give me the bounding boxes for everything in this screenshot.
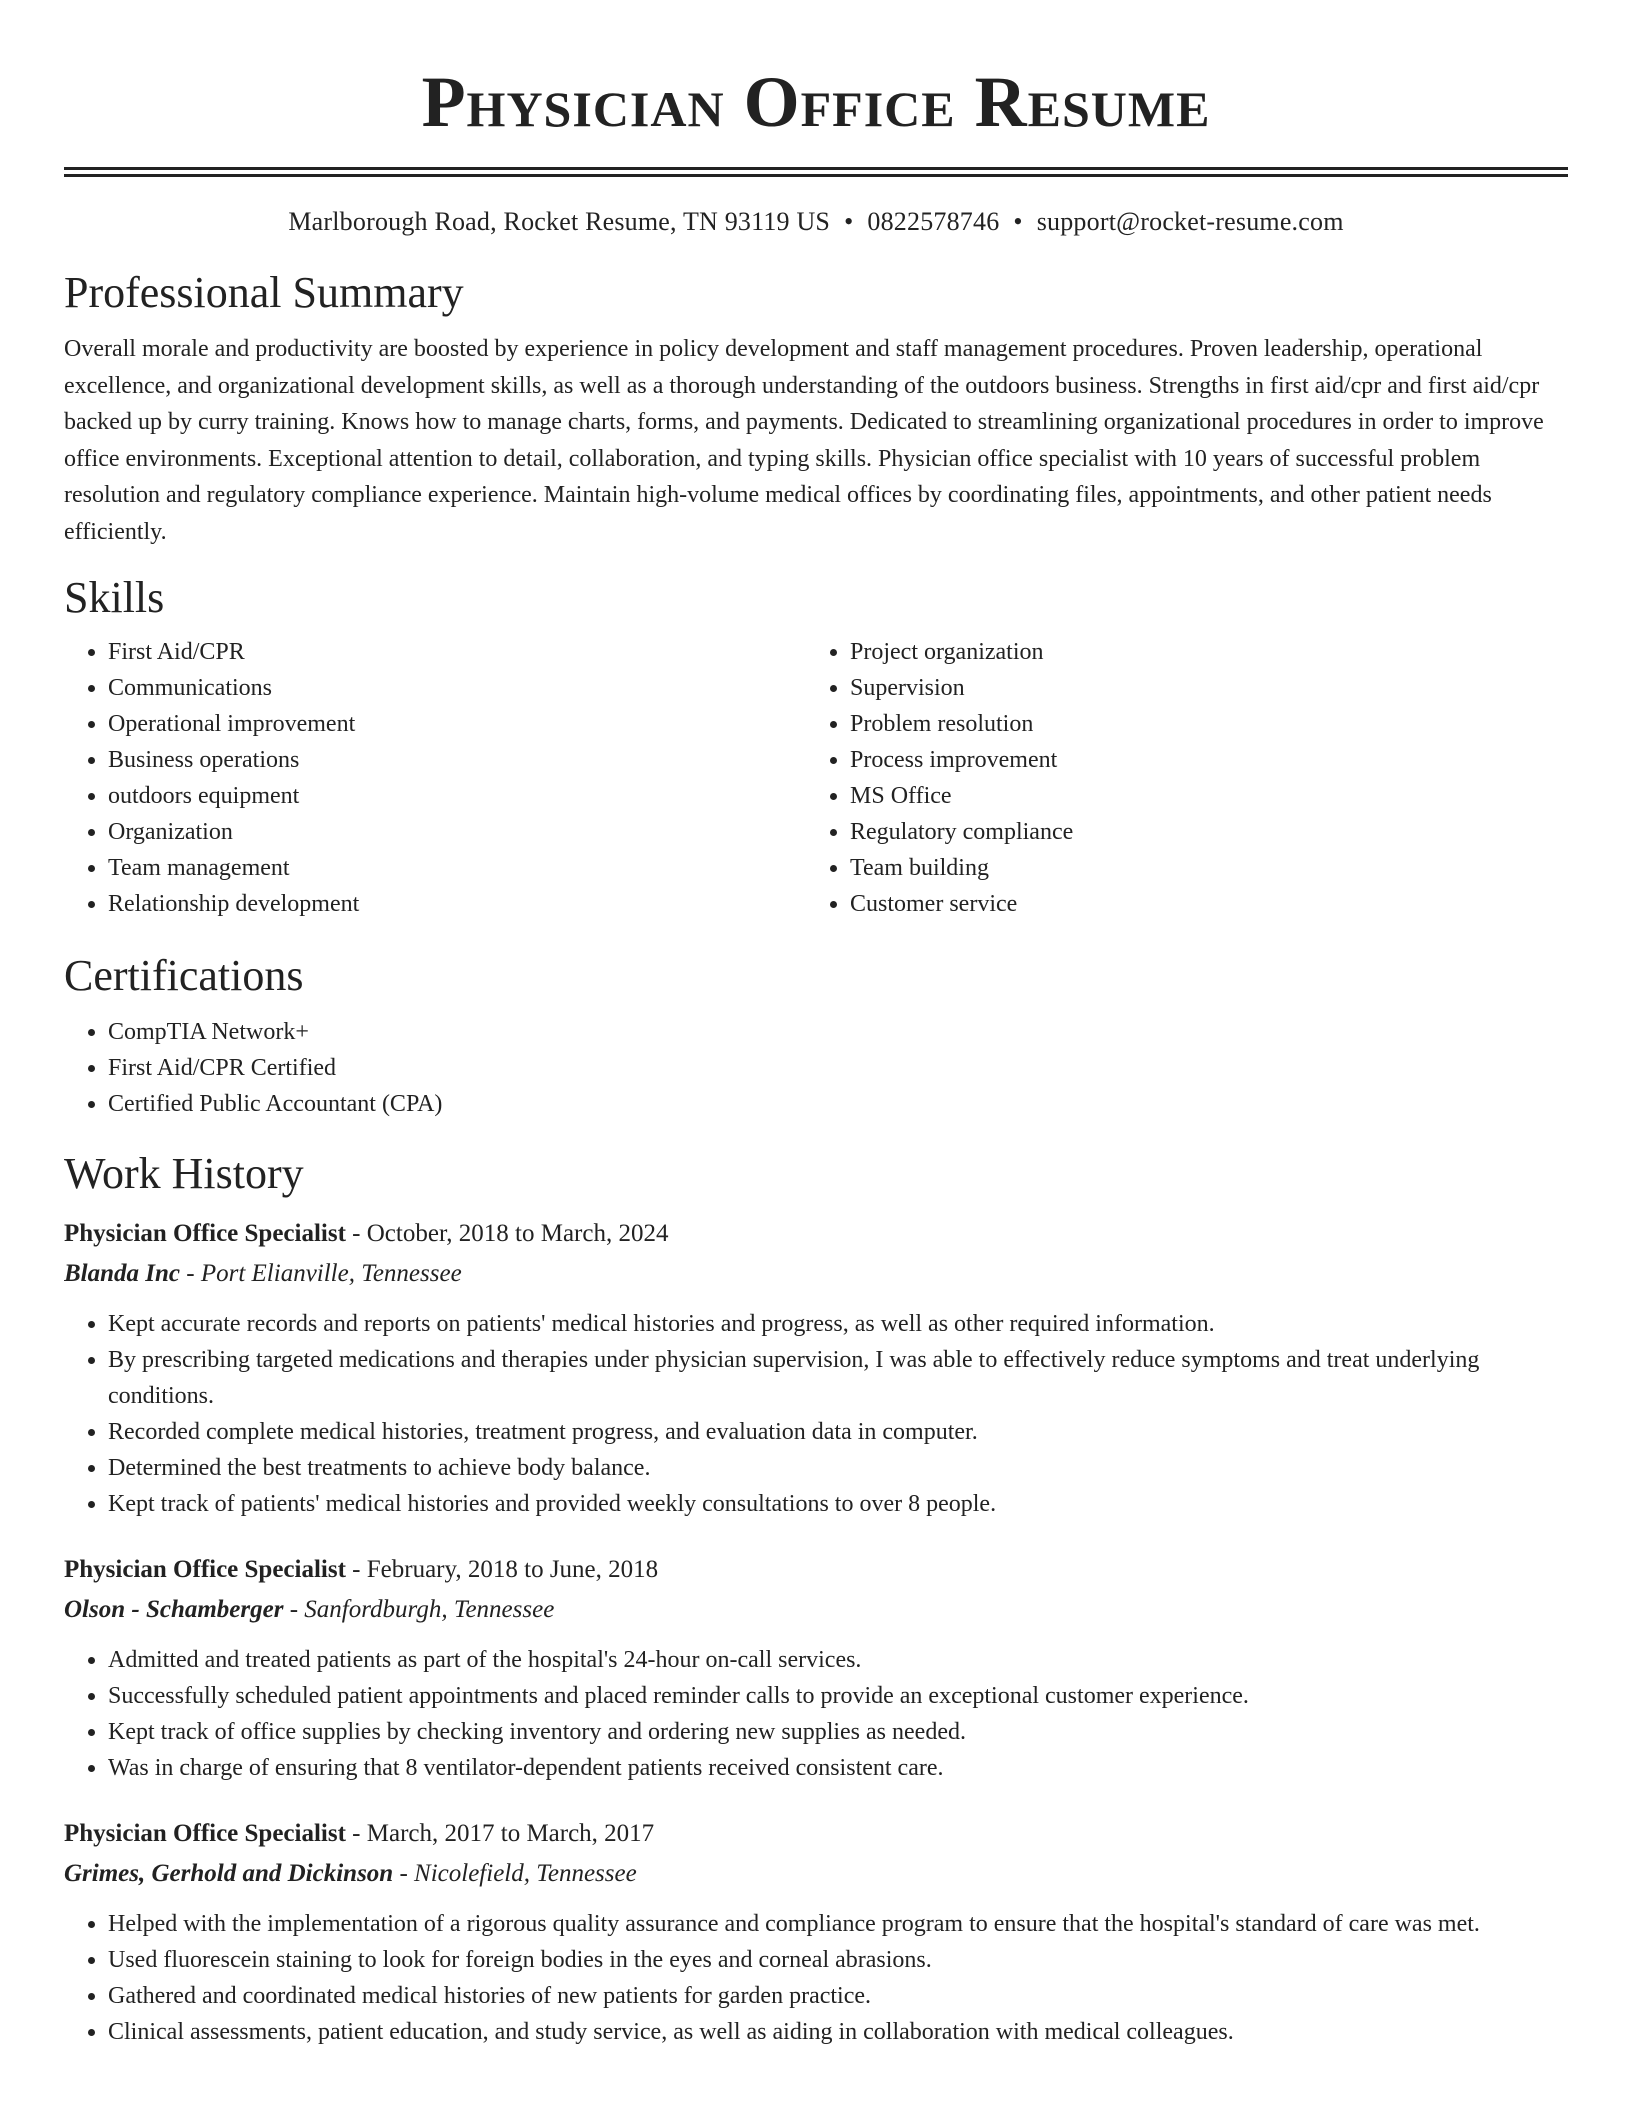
job-bullet: • Gathered and coordinated medical histories of new patients for garden practice. — [108, 1978, 1568, 2014]
job-bullet: • Used fluorescein staining to look for foreign bodies in the eyes and corneal abrasions. — [108, 1942, 1568, 1978]
skills-column-left — [64, 634, 806, 922]
job-title: Physician Office Specialist — [64, 1556, 346, 1583]
skills-column-right — [806, 634, 1548, 922]
contact-phone: 0822578746 — [867, 207, 1000, 236]
certifications-list — [64, 1014, 1568, 1122]
job-bullet: • Clinical assessments, patient education, and study service, as well as aiding in collaboration with medical colleagues. — [108, 2014, 1568, 2050]
job-title: Physician Office Specialist — [64, 1220, 346, 1247]
job-bullet-list — [64, 1642, 1568, 1786]
skill-item: • First Aid/CPR — [108, 634, 806, 670]
job-bullet-list — [64, 1306, 1568, 1522]
skill-item: • Customer service — [850, 886, 1548, 922]
contact-line — [64, 205, 1568, 239]
job-entry — [64, 1814, 1568, 2050]
skill-item: • Relationship development — [108, 886, 806, 922]
contact-address: Marlborough Road, Rocket Resume, TN 93119 US — [288, 207, 831, 236]
resume-title: Physician Office Resume — [421, 62, 1211, 142]
skills-heading: Skills — [64, 573, 165, 622]
skills-list-right — [806, 634, 1548, 922]
job-title-line — [64, 1214, 1568, 1254]
skill-item: • Business operations — [108, 742, 806, 778]
skill-item: • Project organization — [850, 634, 1548, 670]
job-dates: - February, 2018 to June, 2018 — [345, 1556, 659, 1583]
job-dates: - October, 2018 to March, 2024 — [345, 1220, 669, 1247]
certification-item: • CompTIA Network+ — [108, 1014, 1568, 1050]
job-entry — [64, 1214, 1568, 1522]
resume-page — [64, 0, 1568, 2112]
job-bullet-list — [64, 1906, 1568, 2050]
skill-item: • Team management — [108, 850, 806, 886]
job-bullet: • Kept accurate records and reports on patients' medical histories and progress, as well as other required information. — [108, 1306, 1568, 1342]
skill-item: • Regulatory compliance — [850, 814, 1548, 850]
job-company: Olson - Schamberger — [64, 1596, 284, 1623]
job-location: - Sanfordburgh, Tennessee — [283, 1596, 555, 1623]
work-history-heading: Work History — [64, 1149, 304, 1198]
title-divider-top — [64, 167, 1568, 170]
job-bullet: • Recorded complete medical histories, treatment progress, and evaluation data in computer. — [108, 1414, 1568, 1450]
job-location: - Nicolefield, Tennessee — [393, 1860, 637, 1887]
skill-item: • Communications — [108, 670, 806, 706]
skill-item: • outdoors equipment — [108, 778, 806, 814]
summary-heading: Professional Summary — [64, 268, 464, 317]
skill-item: • Team building — [850, 850, 1548, 886]
contact-email[interactable]: support@rocket-resume.com — [1036, 207, 1344, 236]
job-bullet: • Successfully scheduled patient appointments and placed reminder calls to provide an exceptional customer experience. — [108, 1678, 1568, 1714]
job-bullet: • Admitted and treated patients as part of the hospital's 24-hour on-call services. — [108, 1642, 1568, 1678]
skill-item: • Operational improvement — [108, 706, 806, 742]
job-entry — [64, 1550, 1568, 1786]
job-bullet: • Kept track of patients' medical histories and provided weekly consultations to over 8 people. — [108, 1486, 1568, 1522]
certification-item: • First Aid/CPR Certified — [108, 1050, 1568, 1086]
job-bullet: • Kept track of office supplies by checking inventory and ordering new supplies as needed. — [108, 1714, 1568, 1750]
skill-item: • MS Office — [850, 778, 1548, 814]
certifications-heading: Certifications — [64, 951, 304, 1000]
job-bullet: • Was in charge of ensuring that 8 ventilator-dependent patients received consistent care. — [108, 1750, 1568, 1786]
job-company-line — [64, 1254, 1568, 1294]
skill-item: • Organization — [108, 814, 806, 850]
skill-item: • Problem resolution — [850, 706, 1548, 742]
skills-columns — [64, 634, 1568, 922]
job-dates: - March, 2017 to March, 2017 — [345, 1820, 655, 1847]
contact-separator: • — [1013, 207, 1023, 236]
job-location: - Port Elianville, Tennessee — [180, 1260, 462, 1287]
certification-item: • Certified Public Accountant (CPA) — [108, 1086, 1568, 1122]
job-bullet: • Determined the best treatments to achieve body balance. — [108, 1450, 1568, 1486]
contact-separator: • — [844, 207, 854, 236]
skills-list-left — [64, 634, 806, 922]
skill-item: • Supervision — [850, 670, 1548, 706]
job-bullet: • Helped with the implementation of a rigorous quality assurance and compliance program to ensure that the hospital's standard of care was met. — [108, 1906, 1568, 1942]
job-title-line — [64, 1550, 1568, 1590]
job-title-line — [64, 1814, 1568, 1854]
job-title: Physician Office Specialist — [64, 1820, 346, 1847]
job-company: Blanda Inc — [64, 1260, 181, 1287]
skill-item: • Process improvement — [850, 742, 1548, 778]
job-company-line — [64, 1590, 1568, 1630]
job-company: Grimes, Gerhold and Dickinson — [64, 1860, 394, 1887]
title-divider-bottom — [64, 174, 1568, 177]
job-bullet: • By prescribing targeted medications and therapies under physician supervision, I was able to effectively reduce symptoms and treat underlying conditions. — [108, 1342, 1568, 1414]
job-company-line — [64, 1854, 1568, 1894]
summary-text: Overall morale and productivity are boosted by experience in policy development and staff management procedures. Proven leadership, operational excellence, and organizational development skills, as well as a thorough understanding of the outdoors business. Strengths in first aid/cpr and first aid/cpr backed up by curry training. Knows how to manage charts, forms, and payments. Dedicated to streamlining organizational procedures in order to improve office environments. Exceptional attention to detail, collaboration, and typing skills. Physician office specialist with 10 years of successful problem resolution and regulatory compliance experience. Maintain high-volume medical offices by coordinating files, appointments, and other patient needs efficiently. — [64, 336, 1544, 545]
